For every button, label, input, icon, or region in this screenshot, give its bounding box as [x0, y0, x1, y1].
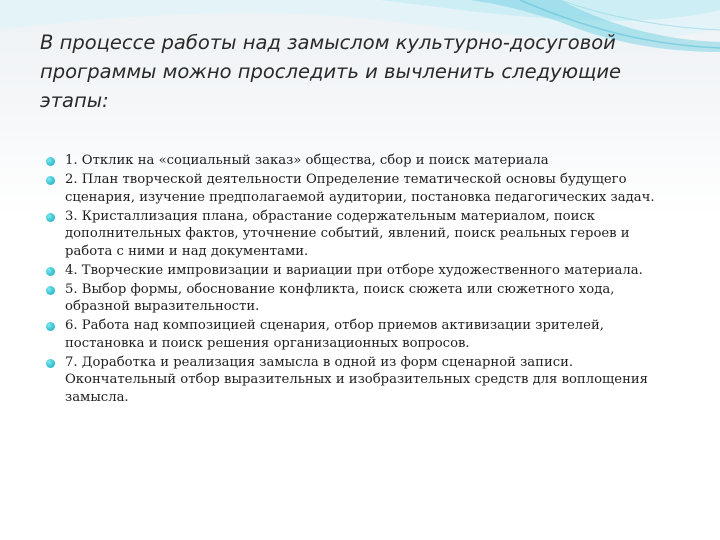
- list-item: [46, 317, 658, 352]
- list-item-text: 2. План творческой деятельности Определение тематической основы будущего сценария, изучение предполагаемой аудитории, постановка педагогических задач.: [65, 172, 655, 205]
- list-item: [46, 171, 658, 206]
- list-item: [46, 262, 658, 280]
- list-item: [46, 281, 658, 316]
- bullet-icon: [46, 322, 55, 331]
- list-item-text: 4. Творческие импровизации и вариации при отборе художественного материала.: [65, 262, 643, 278]
- list-item: [46, 354, 658, 407]
- bullet-icon: [46, 213, 55, 222]
- list-item: [46, 152, 658, 170]
- list-item-text: 3. Кристаллизация плана, обрастание содержательным материалом, поиск дополнительных фактов, уточнение событий, явлений, поиск реальных героев и работа с ними и над документами.: [65, 208, 630, 259]
- list-item: [46, 208, 658, 261]
- list-item-text: 5. Выбор формы, обоснование конфликта, поиск сюжета или сюжетного хода, образной выразительности.: [65, 281, 615, 314]
- bullet-icon: [46, 267, 55, 276]
- list-item-text: 7. Доработка и реализация замысла в одной из форм сценарной записи. Окончательный отбор выразительных и изобразительных средств для воплощения замысла.: [65, 354, 649, 405]
- slide-title: В процессе работы над замыслом культурно-досуговой программы можно проследить и вычленить следующие этапы:: [40, 31, 622, 112]
- list-item-text: 6. Работа над композицией сценария, отбор приемов активизации зрителей, постановка и поиск решения организационных вопросов.: [65, 318, 604, 351]
- list-item-text: 1. Отклик на «социальный заказ» общества, сбор и поиск материала: [65, 153, 549, 168]
- bullet-icon: [46, 176, 55, 185]
- bullet-icon: [46, 359, 55, 368]
- bullet-icon: [46, 157, 55, 166]
- stages-list: [46, 152, 658, 408]
- bullet-icon: [46, 286, 55, 295]
